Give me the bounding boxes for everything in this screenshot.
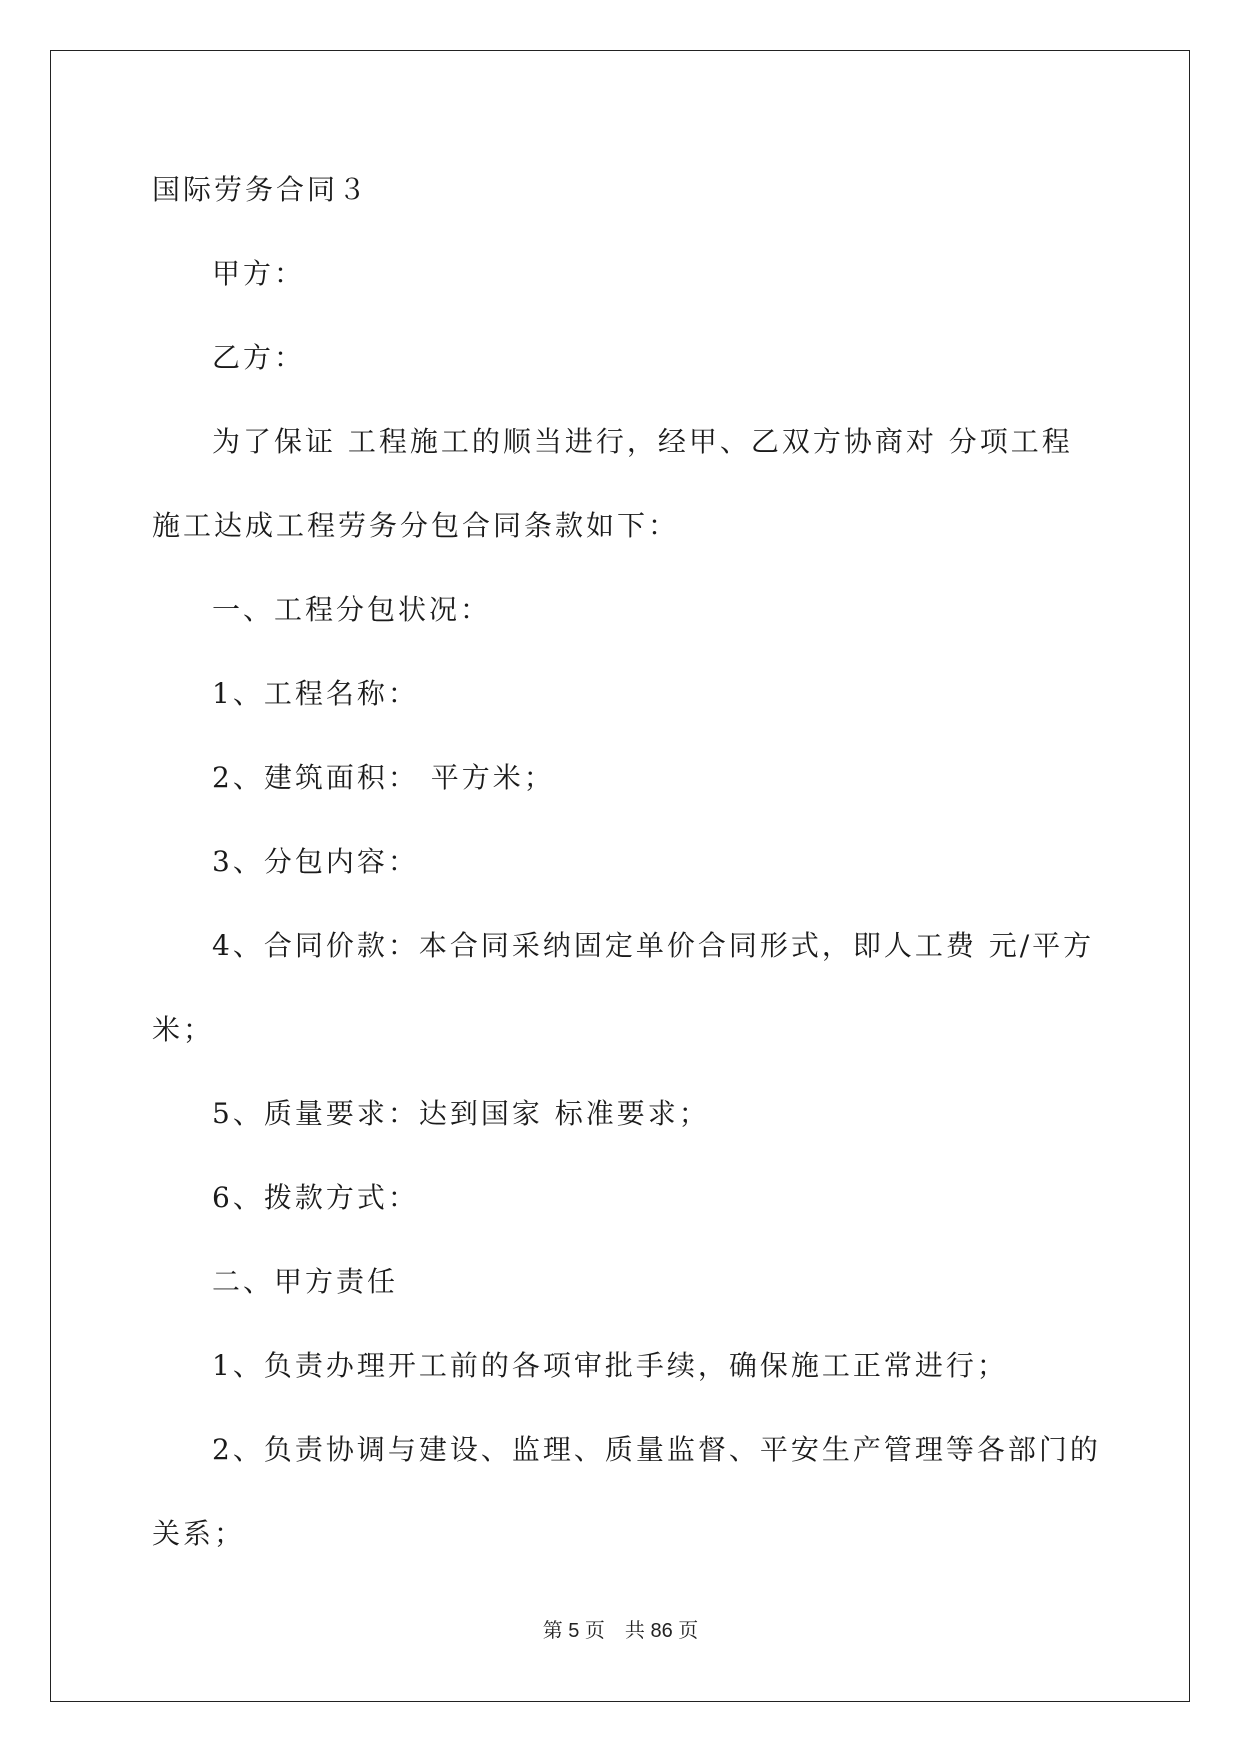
clause-party-a-duty-2-line1: 2、负责协调与建设、监理、质量监督、平安生产管理等各部门的 <box>212 1433 1101 1466</box>
paragraph-party-a: 甲方： <box>212 257 306 290</box>
clause-party-a-duty-1: 1、负责办理开工前的各项审批手续，确保施工正常进行； <box>212 1349 1008 1382</box>
clause-project-name: 1、工程名称： <box>212 677 419 710</box>
paragraph-intro-line1: 为了保证 工程施工的顺当进行，经甲、乙双方协商对 分项工程 <box>212 425 1073 458</box>
section-heading-1: 一、工程分包状况： <box>212 593 492 626</box>
clause-contract-price-line1: 4、合同价款：本合同采纳固定单价合同形式，即人工费 元/平方 <box>212 929 1095 962</box>
clause-payment-method: 6、拨款方式： <box>212 1181 419 1214</box>
paragraph-party-b: 乙方： <box>212 341 306 374</box>
clause-party-a-duty-2-line2: 关系； <box>152 1517 246 1550</box>
clause-quality: 5、质量要求：达到国家 标准要求； <box>212 1097 710 1130</box>
clause-building-area: 2、建筑面积： 平方米； <box>212 761 555 794</box>
document-title: 国际劳务合同３ <box>152 173 370 206</box>
clause-subcontract-content: 3、分包内容： <box>212 845 419 878</box>
section-heading-2: 二、甲方责任 <box>212 1265 399 1298</box>
page-number-footer: 第 5 页 共 86 页 <box>542 1620 699 1642</box>
clause-contract-price-line2: 米； <box>152 1013 215 1046</box>
paragraph-intro-line2: 施工达成工程劳务分包合同条款如下： <box>152 509 680 542</box>
